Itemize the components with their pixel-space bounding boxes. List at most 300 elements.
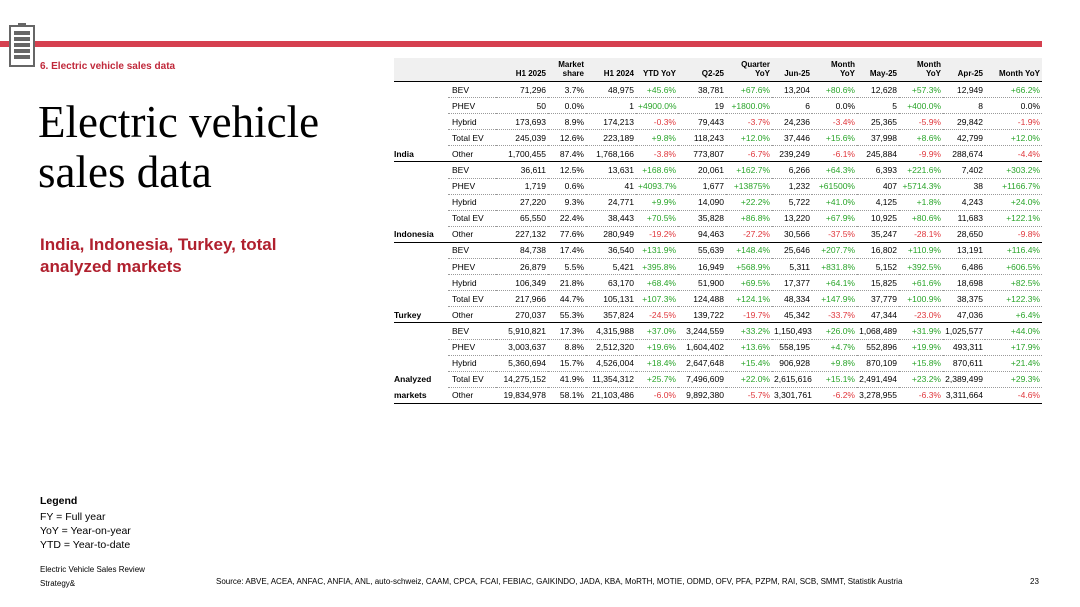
table-cell: 28,650 (943, 226, 985, 242)
table-cell: -6.2% (812, 387, 857, 403)
table-cell: 25,646 (772, 242, 812, 258)
table-row (394, 82, 1042, 98)
table-cell: +23.2% (899, 371, 943, 387)
table-cell: 24,771 (586, 194, 636, 210)
vehicle-type: Other (448, 226, 496, 242)
table-cell: 1,604,402 (678, 339, 726, 355)
table-cell: 2,615,616 (772, 371, 812, 387)
table-cell: -24.5% (636, 307, 678, 323)
table-cell: 11,683 (943, 210, 985, 226)
table-cell: 174,213 (586, 114, 636, 130)
table-cell: 357,824 (586, 307, 636, 323)
region-label (394, 130, 448, 146)
page-number: 23 (1030, 577, 1039, 586)
table-cell: 19 (678, 98, 726, 114)
table-cell: -23.0% (899, 307, 943, 323)
legend-item-fy: FY = Full year (40, 511, 106, 523)
table-cell: 18,698 (943, 275, 985, 291)
table-cell: +15.8% (899, 355, 943, 371)
table-cell: +18.4% (636, 355, 678, 371)
region-label (394, 339, 448, 355)
vehicle-type: PHEV (448, 98, 496, 114)
vehicle-type: Total EV (448, 291, 496, 307)
vehicle-type: Total EV (448, 130, 496, 146)
table-row (394, 323, 1042, 339)
vehicle-type: Other (448, 146, 496, 162)
table-cell: 3,003,637 (496, 339, 548, 355)
table-cell: 906,928 (772, 355, 812, 371)
region-label: India (394, 146, 448, 162)
region-label (394, 323, 448, 339)
vehicle-type: Hybrid (448, 355, 496, 371)
table-row (394, 178, 1042, 194)
table-cell: +13875% (726, 178, 772, 194)
table-cell: 37,998 (857, 130, 899, 146)
table-cell: 13,220 (772, 210, 812, 226)
table-cell: 2,512,320 (586, 339, 636, 355)
region-label (394, 259, 448, 275)
vehicle-type: PHEV (448, 178, 496, 194)
column-header: YTD YoY (636, 58, 678, 82)
table-cell: +31.9% (899, 323, 943, 339)
table-cell: 47,344 (857, 307, 899, 323)
region-label (394, 162, 448, 178)
table-row (394, 275, 1042, 291)
page-subtitle: India, Indonesia, Turkey, total analyzed markets (40, 235, 277, 276)
column-header: Jun-25 (772, 58, 812, 82)
table-cell: 36,540 (586, 242, 636, 258)
table-cell: +606.5% (985, 259, 1042, 275)
table-row (394, 291, 1042, 307)
table-cell: 5,152 (857, 259, 899, 275)
table-cell: 38 (943, 178, 985, 194)
table-row (394, 371, 1042, 387)
table-cell: -33.7% (812, 307, 857, 323)
table-cell: 773,807 (678, 146, 726, 162)
table-cell: +82.5% (985, 275, 1042, 291)
table-cell: +68.4% (636, 275, 678, 291)
table-cell: 4,243 (943, 194, 985, 210)
column-header: Quarter YoY (726, 58, 772, 82)
table-cell: -5.7% (726, 387, 772, 403)
table-cell: +64.1% (812, 275, 857, 291)
table-cell: 245,039 (496, 130, 548, 146)
table-cell: +1166.7% (985, 178, 1042, 194)
table-cell: 12,949 (943, 82, 985, 98)
region-label (394, 210, 448, 226)
table-cell: +131.9% (636, 242, 678, 258)
table-cell: 124,488 (678, 291, 726, 307)
table-cell: +19.9% (899, 339, 943, 355)
table-cell: +61500% (812, 178, 857, 194)
table-cell: +80.6% (899, 210, 943, 226)
table-cell: 1,768,166 (586, 146, 636, 162)
table-cell: +162.7% (726, 162, 772, 178)
table-cell: 9,892,380 (678, 387, 726, 403)
table-cell: 37,446 (772, 130, 812, 146)
table-cell: 44.7% (548, 291, 586, 307)
table-cell: 5,421 (586, 259, 636, 275)
table-cell: 50 (496, 98, 548, 114)
table-cell: 493,311 (943, 339, 985, 355)
table-cell: 38,781 (678, 82, 726, 98)
table-row (394, 339, 1042, 355)
table-cell: +21.4% (985, 355, 1042, 371)
region-label (394, 178, 448, 194)
vehicle-type: BEV (448, 162, 496, 178)
table-cell: 84,738 (496, 242, 548, 258)
table-cell: 10,925 (857, 210, 899, 226)
region-label (394, 355, 448, 371)
column-header: Month YoY (899, 58, 943, 82)
table-cell: +568.9% (726, 259, 772, 275)
table-cell: +147.9% (812, 291, 857, 307)
table-cell: 17.3% (548, 323, 586, 339)
table-cell: 26,879 (496, 259, 548, 275)
table-cell: 106,349 (496, 275, 548, 291)
vehicle-type: BEV (448, 323, 496, 339)
table-cell: 223,189 (586, 130, 636, 146)
table-cell: 407 (857, 178, 899, 194)
table-cell: +61.6% (899, 275, 943, 291)
table-cell: -9.9% (899, 146, 943, 162)
table-cell: +1800.0% (726, 98, 772, 114)
table-cell: 13,204 (772, 82, 812, 98)
table-cell: -1.9% (985, 114, 1042, 130)
table-cell: 7,402 (943, 162, 985, 178)
table-cell: -0.3% (636, 114, 678, 130)
table-cell: 2,491,494 (857, 371, 899, 387)
table-cell: +395.8% (636, 259, 678, 275)
table-cell: 21,103,486 (586, 387, 636, 403)
accent-bar (0, 41, 1042, 47)
table-cell: 870,611 (943, 355, 985, 371)
table-cell: 63,170 (586, 275, 636, 291)
table-cell: -27.2% (726, 226, 772, 242)
legend-heading: Legend (40, 495, 78, 507)
table-cell: +70.5% (636, 210, 678, 226)
table-cell: +15.6% (812, 130, 857, 146)
column-header: Month YoY (812, 58, 857, 82)
table-cell: -4.6% (985, 387, 1042, 403)
table-cell: +4.7% (812, 339, 857, 355)
table-row (394, 242, 1042, 258)
table-cell: +124.1% (726, 291, 772, 307)
region-label (394, 114, 448, 130)
table-cell: 1,232 (772, 178, 812, 194)
table-cell: 105,131 (586, 291, 636, 307)
table-cell: +12.0% (985, 130, 1042, 146)
table-cell: 5 (857, 98, 899, 114)
table-cell: +80.6% (812, 82, 857, 98)
table-cell: -6.7% (726, 146, 772, 162)
region-label (394, 291, 448, 307)
table-cell: 1 (586, 98, 636, 114)
table-cell: +13.6% (726, 339, 772, 355)
table-cell: -3.8% (636, 146, 678, 162)
table-cell: +4093.7% (636, 178, 678, 194)
table-cell: 7,496,609 (678, 371, 726, 387)
table-cell: 6,266 (772, 162, 812, 178)
table-header-row (394, 58, 1042, 82)
table-cell: 5.5% (548, 259, 586, 275)
table-cell: 30,566 (772, 226, 812, 242)
table-cell: 6,393 (857, 162, 899, 178)
table-cell: 41 (586, 178, 636, 194)
column-header: May-25 (857, 58, 899, 82)
table-row (394, 259, 1042, 275)
table-cell: +44.0% (985, 323, 1042, 339)
table-cell: 270,037 (496, 307, 548, 323)
table-cell: 3.7% (548, 82, 586, 98)
table-cell: -37.5% (812, 226, 857, 242)
table-cell: +303.2% (985, 162, 1042, 178)
region-label (394, 82, 448, 98)
table-cell: +22.2% (726, 194, 772, 210)
table-cell: 1,150,493 (772, 323, 812, 339)
table-cell: +100.9% (899, 291, 943, 307)
table-cell: 288,674 (943, 146, 985, 162)
table-cell: 38,443 (586, 210, 636, 226)
table-cell: +116.4% (985, 242, 1042, 258)
table-cell: 15.7% (548, 355, 586, 371)
table-cell: 8 (943, 98, 985, 114)
vehicle-type: Total EV (448, 371, 496, 387)
table-row (394, 355, 1042, 371)
table-cell: 3,244,559 (678, 323, 726, 339)
table-cell: 1,719 (496, 178, 548, 194)
table-cell: +41.0% (812, 194, 857, 210)
table-cell: 25,365 (857, 114, 899, 130)
legend-item-yoy: YoY = Year-on-year (40, 525, 131, 537)
report-name: Electric Vehicle Sales Review (40, 565, 145, 574)
table-row (394, 146, 1042, 162)
table-cell: +17.9% (985, 339, 1042, 355)
region-label: Indonesia (394, 226, 448, 242)
table-cell: +9.9% (636, 194, 678, 210)
table-row (394, 114, 1042, 130)
table-cell: 35,247 (857, 226, 899, 242)
table-cell: -19.7% (726, 307, 772, 323)
table-cell: +33.2% (726, 323, 772, 339)
table-cell: 4,526,004 (586, 355, 636, 371)
table-cell: +66.2% (985, 82, 1042, 98)
table-cell: 42,799 (943, 130, 985, 146)
table-cell: -28.1% (899, 226, 943, 242)
table-cell: 12.5% (548, 162, 586, 178)
table-cell: +24.0% (985, 194, 1042, 210)
table-cell: 8.9% (548, 114, 586, 130)
table-cell: 27,220 (496, 194, 548, 210)
table-row (394, 226, 1042, 242)
table-cell: 22.4% (548, 210, 586, 226)
table-cell: -6.1% (812, 146, 857, 162)
section-label: 6. Electric vehicle sales data (40, 61, 176, 72)
table-cell: 0.0% (548, 98, 586, 114)
table-cell: 20,061 (678, 162, 726, 178)
table-cell: +400.0% (899, 98, 943, 114)
region-label (394, 194, 448, 210)
table-cell: 217,966 (496, 291, 548, 307)
table-cell: 5,311 (772, 259, 812, 275)
table-cell: +67.6% (726, 82, 772, 98)
table-cell: +37.0% (636, 323, 678, 339)
table-cell: 4,315,988 (586, 323, 636, 339)
table-cell: +831.8% (812, 259, 857, 275)
table-cell: 3,311,664 (943, 387, 985, 403)
table-cell: 0.0% (985, 98, 1042, 114)
column-header: Q2-25 (678, 58, 726, 82)
table-cell: 6,486 (943, 259, 985, 275)
table-cell: 94,463 (678, 226, 726, 242)
table-cell: 280,949 (586, 226, 636, 242)
table-cell: 48,975 (586, 82, 636, 98)
vehicle-type: Hybrid (448, 275, 496, 291)
table-cell: 36,611 (496, 162, 548, 178)
table-cell: +122.3% (985, 291, 1042, 307)
table-cell: 11,354,312 (586, 371, 636, 387)
table-cell: +168.6% (636, 162, 678, 178)
table-cell: 13,631 (586, 162, 636, 178)
table-cell: +64.3% (812, 162, 857, 178)
table-cell: 12.6% (548, 130, 586, 146)
table-cell: 5,722 (772, 194, 812, 210)
vehicle-type: Total EV (448, 210, 496, 226)
table-cell: 16,802 (857, 242, 899, 258)
table-cell: 45,342 (772, 307, 812, 323)
table-cell: 2,647,648 (678, 355, 726, 371)
table-cell: +207.7% (812, 242, 857, 258)
footer-left (40, 563, 145, 591)
table-row (394, 162, 1042, 178)
table-cell: +148.4% (726, 242, 772, 258)
table-cell: +12.0% (726, 130, 772, 146)
table-cell: -6.3% (899, 387, 943, 403)
table-cell: +29.3% (985, 371, 1042, 387)
table-cell: +9.8% (812, 355, 857, 371)
column-header: Market share (548, 58, 586, 82)
table-cell: 227,132 (496, 226, 548, 242)
table-cell: 552,896 (857, 339, 899, 355)
battery-icon (9, 23, 35, 67)
table-cell: 558,195 (772, 339, 812, 355)
column-header: H1 2025 (496, 58, 548, 82)
table-cell: +1.8% (899, 194, 943, 210)
table-cell: 41.9% (548, 371, 586, 387)
vehicle-type: Hybrid (448, 194, 496, 210)
table-cell: 58.1% (548, 387, 586, 403)
table-cell: 15,825 (857, 275, 899, 291)
table-cell: 139,722 (678, 307, 726, 323)
table-cell: 14,275,152 (496, 371, 548, 387)
table-cell: 13,191 (943, 242, 985, 258)
table-cell: +122.1% (985, 210, 1042, 226)
table-row (394, 98, 1042, 114)
ev-sales-table (394, 58, 1042, 404)
table-cell: 17,377 (772, 275, 812, 291)
table-cell: 37,779 (857, 291, 899, 307)
table-cell: +22.0% (726, 371, 772, 387)
table-cell: 118,243 (678, 130, 726, 146)
table-cell: 47,036 (943, 307, 985, 323)
table-cell: 3,301,761 (772, 387, 812, 403)
table-cell: 1,700,455 (496, 146, 548, 162)
table-cell: 12,628 (857, 82, 899, 98)
table-cell: +110.9% (899, 242, 943, 258)
table-cell: 4,125 (857, 194, 899, 210)
table-cell: -3.7% (726, 114, 772, 130)
source-note: Source: ABVE, ACEA, ANFAC, ANFIA, ANL, auto-schweiz, CAAM, CPCA, FCAI, FEBIAC, GAIKINDO, JADA, KBA, MoRTH, MOTIE, ODMD, OFV, PFA, PZPM, RAI, SCB, SMMT, Statistik Austria (216, 577, 903, 586)
table-cell: 55.3% (548, 307, 586, 323)
table-cell: 65,550 (496, 210, 548, 226)
region-label: markets (394, 387, 448, 403)
table-cell: +86.8% (726, 210, 772, 226)
table-cell: -5.9% (899, 114, 943, 130)
table-row (394, 130, 1042, 146)
table-row (394, 194, 1042, 210)
region-label: Turkey (394, 307, 448, 323)
legend-item-ytd: YTD = Year-to-date (40, 539, 131, 551)
table-cell: 0.6% (548, 178, 586, 194)
vehicle-type: BEV (448, 82, 496, 98)
table-cell: +25.7% (636, 371, 678, 387)
vehicle-type: Hybrid (448, 114, 496, 130)
table-cell: 3,278,955 (857, 387, 899, 403)
column-header: Month YoY (985, 58, 1042, 82)
table-cell: 51,900 (678, 275, 726, 291)
table-cell: +67.9% (812, 210, 857, 226)
table-cell: 16,949 (678, 259, 726, 275)
region-label: Analyzed (394, 374, 432, 385)
table-cell: 5,360,694 (496, 355, 548, 371)
region-label (394, 98, 448, 114)
table-cell: 8.8% (548, 339, 586, 355)
table-row (394, 307, 1042, 323)
table-cell: +4900.0% (636, 98, 678, 114)
table-cell: 1,025,577 (943, 323, 985, 339)
table-cell: 1,068,489 (857, 323, 899, 339)
table-cell: 71,296 (496, 82, 548, 98)
table-cell: 38,375 (943, 291, 985, 307)
table-cell: +15.4% (726, 355, 772, 371)
table-cell: 17.4% (548, 242, 586, 258)
table-cell: 77.6% (548, 226, 586, 242)
table-cell: +9.8% (636, 130, 678, 146)
legend (40, 494, 131, 552)
vehicle-type: PHEV (448, 259, 496, 275)
table-row (394, 387, 1042, 403)
vehicle-type: PHEV (448, 339, 496, 355)
table-cell: 19,834,978 (496, 387, 548, 403)
table-row (394, 210, 1042, 226)
table-cell: +392.5% (899, 259, 943, 275)
vehicle-type: BEV (448, 242, 496, 258)
page-title: Electric vehicle sales data (38, 97, 320, 197)
table-cell: +6.4% (985, 307, 1042, 323)
table-cell: 87.4% (548, 146, 586, 162)
table-cell: 79,443 (678, 114, 726, 130)
table-cell: -9.8% (985, 226, 1042, 242)
region-label (394, 242, 448, 258)
table-cell: +57.3% (899, 82, 943, 98)
table-cell: 9.3% (548, 194, 586, 210)
table-cell: +19.6% (636, 339, 678, 355)
table-cell: 5,910,821 (496, 323, 548, 339)
table-cell: +15.1% (812, 371, 857, 387)
region-label (394, 275, 448, 291)
table-cell: +107.3% (636, 291, 678, 307)
table-cell: 173,693 (496, 114, 548, 130)
